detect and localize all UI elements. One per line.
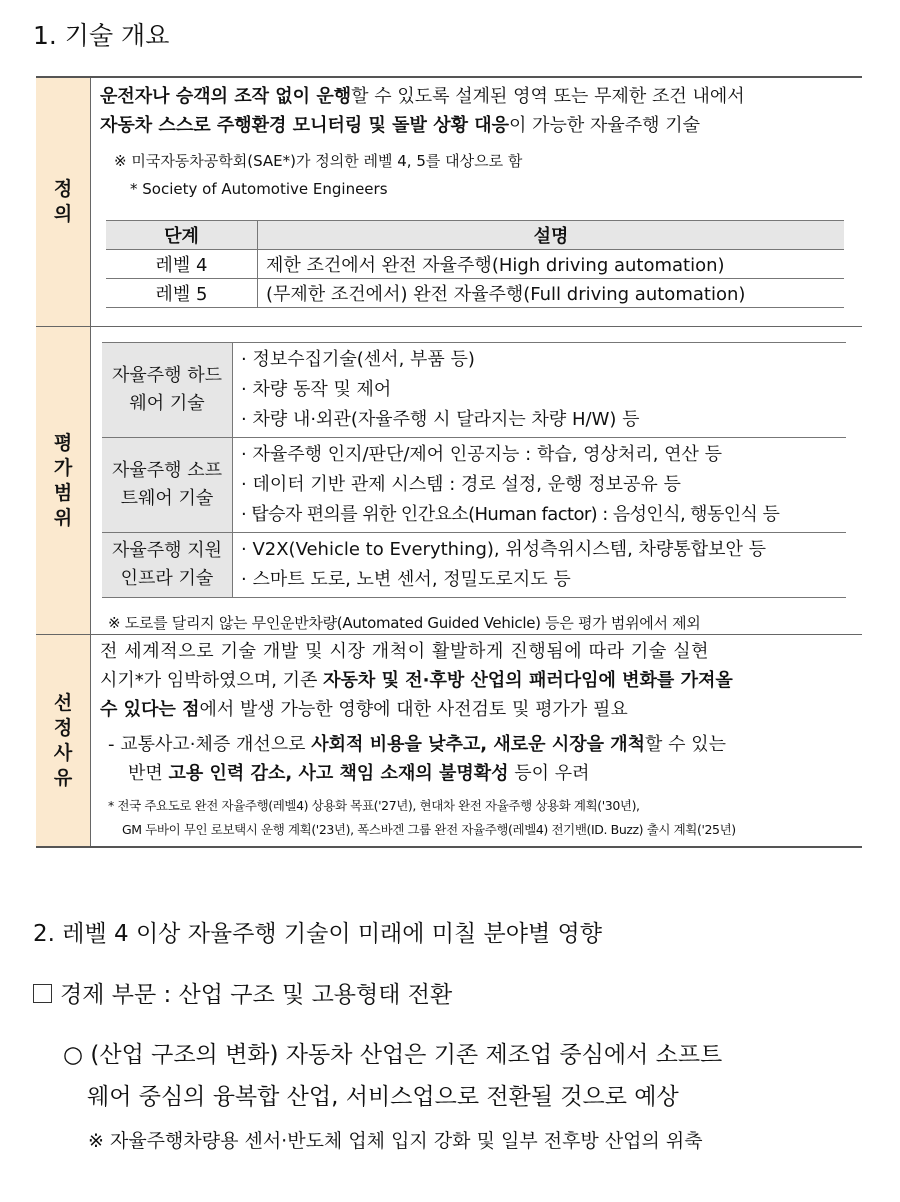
scope-item: · 정보수집기술(센서, 부품 등) xyxy=(241,349,475,370)
reason-footnote-1: * 전국 주요도로 완전 자율주행(레벨4) 상용화 목표('27년), 현대차 완전 자율주행 상용화 계획('30년), xyxy=(108,798,640,813)
overview-table xyxy=(36,76,862,848)
definition-label: 정의 xyxy=(53,178,73,225)
definition-note-sae-full: * Society of Automotive Engineers xyxy=(130,180,388,198)
scope-row-items xyxy=(233,343,847,438)
level-table-header xyxy=(106,221,844,250)
scope-row-head: 자율주행 소프트웨어 기술 xyxy=(102,438,233,533)
level-row xyxy=(106,279,844,308)
scope-row-items xyxy=(233,533,847,598)
scope-row-items xyxy=(233,438,847,533)
scope-item: · 차량 동작 및 제어 xyxy=(241,379,392,400)
scope-item: · V2X(Vehicle to Everything), 위성측위시스템, 차량통합보안 등 xyxy=(241,539,766,560)
section1-title: 1. 기술 개요 xyxy=(33,21,170,50)
reason-line-2: 시기*가 임박하였으며, 기존 자동차 및 전·후방 산업의 패러다임에 변화를 가져올 xyxy=(100,670,733,691)
scope-item: · 자율주행 인지/판단/제어 인공지능 : 학습, 영상처리, 연산 등 xyxy=(241,444,723,465)
scope-item: · 탑승자 편의를 위한 인간요소(Human factor) : 음성인식, 행동인식 등 xyxy=(241,504,780,525)
reason-line-5: 반면 고용 인력 감소, 사고 책임 소재의 불명확성 등이 우려 xyxy=(128,763,590,784)
scope-row-head: 자율주행 지원 인프라 기술 xyxy=(102,533,233,598)
section2-subheading: 경제 부문 : 산업 구조 및 고용형태 전환 xyxy=(33,976,452,1009)
section2-note: ※ 자율주행차량용 센서·반도체 업체 입지 강화 및 일부 전후방 산업의 위축 xyxy=(88,1130,703,1152)
section2-paragraph xyxy=(63,1034,722,1118)
reason-line-4: - 교통사고·체증 개선으로 사회적 비용을 낮추고, 새로운 시장을 개척할 수 있는 xyxy=(108,734,727,755)
scope-row xyxy=(102,343,846,438)
reason-label: 선정사유 xyxy=(53,691,73,789)
scope-row xyxy=(102,533,846,598)
level-name: 레벨 4 xyxy=(106,250,258,279)
level-table xyxy=(106,220,844,308)
level-name: 레벨 5 xyxy=(106,279,258,308)
section2-title: 2. 레벨 4 이상 자율주행 기술이 미래에 미칠 분야별 영향 xyxy=(33,921,602,947)
reason-line-1: 전 세계적으로 기술 개발 및 시장 개척이 활발하게 진행됨에 따라 기술 실현 xyxy=(100,641,710,662)
reason-label-cell xyxy=(36,635,91,846)
definition-line-2: 자동차 스스로 주행환경 모니터링 및 돌발 상황 대응이 가능한 자율주행 기술 xyxy=(100,115,701,136)
scope-label: 평가범위 xyxy=(53,431,73,529)
scope-row-head: 자율주행 하드웨어 기술 xyxy=(102,343,233,438)
scope-label-cell xyxy=(36,327,91,634)
level-header-desc: 설명 xyxy=(258,221,845,250)
level-desc: (무제한 조건에서) 완전 자율주행(Full driving automation) xyxy=(258,279,845,308)
scope-item: · 데이터 기반 관제 시스템 : 경로 설정, 운행 정보공유 등 xyxy=(241,474,681,495)
scope-note: ※ 도로를 달리지 않는 무인운반차량(Automated Guided Vehicle) 등은 평가 범위에서 제외 xyxy=(108,614,701,632)
section2-paragraph-line-2: 웨어 중심의 융복합 산업, 서비스업으로 전환될 것으로 예상 xyxy=(87,1084,679,1110)
scope-row xyxy=(102,438,846,533)
section2-paragraph-line-1: ○ (산업 구조의 변화) 자동차 산업은 기존 제조업 중심에서 소프트 xyxy=(63,1042,723,1068)
definition-note-sae: ※ 미국자동차공학회(SAE*)가 정의한 레벨 4, 5를 대상으로 함 xyxy=(114,152,523,170)
level-row xyxy=(106,250,844,279)
checkbox-square-icon xyxy=(33,984,52,1003)
scope-item: · 차량 내·외관(자율주행 시 달라지는 차량 H/W) 등 xyxy=(241,409,640,430)
level-desc: 제한 조건에서 완전 자율주행(High driving automation) xyxy=(258,250,845,279)
scope-item: · 스마트 도로, 노변 센서, 정밀도로지도 등 xyxy=(241,569,571,590)
reason-line-3: 수 있다는 점에서 발생 가능한 영향에 대한 사전검토 및 평가가 필요 xyxy=(100,699,628,720)
reason-footnote-2: GM 두바이 무인 로보택시 운행 계획('23년), 폭스바겐 그룹 완전 자율주행(레벨4) 전기밴(ID. Buzz) 출시 계획('25년) xyxy=(122,822,736,837)
definition-label-cell xyxy=(36,78,91,326)
scope-table xyxy=(102,342,846,598)
level-header-stage: 단계 xyxy=(106,221,258,250)
row-divider xyxy=(36,326,862,327)
definition-line-1: 운전자나 승객의 조작 없이 운행할 수 있도록 설계된 영역 또는 무제한 조건 내에서 xyxy=(100,86,745,107)
row-divider xyxy=(36,634,862,635)
